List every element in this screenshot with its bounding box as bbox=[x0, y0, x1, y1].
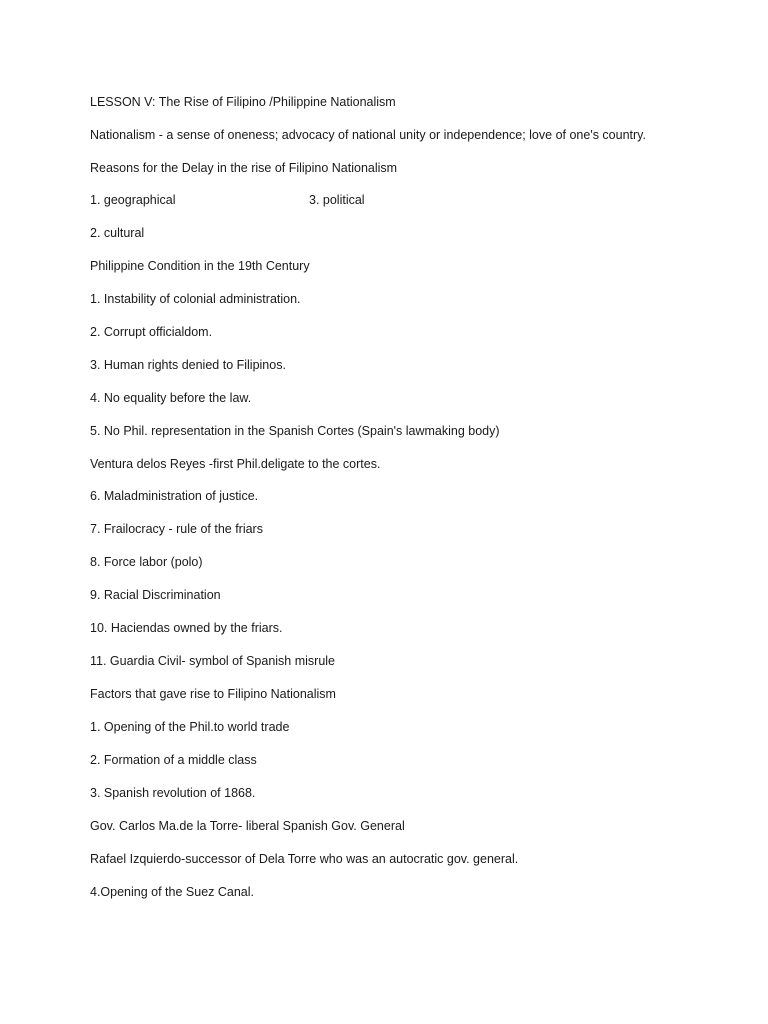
condition-heading: Philippine Condition in the 19th Century bbox=[90, 259, 310, 273]
lesson-title: LESSON V: The Rise of Filipino /Philippine Nationalism bbox=[90, 95, 396, 109]
condition-item: 11. Guardia Civil- symbol of Spanish misrule bbox=[90, 654, 336, 668]
factors-heading: Factors that gave rise to Filipino Nationalism bbox=[90, 687, 336, 701]
factor-note: Rafael Izquierdo-successor of Dela Torre who was an autocratic gov. general. bbox=[90, 852, 519, 866]
factor-note: Gov. Carlos Ma.de la Torre- liberal Spanish Gov. General bbox=[90, 819, 405, 833]
factor-item: 3. Spanish revolution of 1868. bbox=[90, 786, 256, 800]
delay-row-1 bbox=[90, 192, 390, 208]
condition-item: 10. Haciendas owned by the friars. bbox=[90, 621, 283, 635]
condition-item: 5. No Phil. representation in the Spanish Cortes (Spain's lawmaking body) bbox=[90, 424, 500, 438]
delay-item-3: 3. political bbox=[309, 193, 365, 207]
condition-item: 4. No equality before the law. bbox=[90, 391, 252, 405]
condition-item: 6. Maladministration of justice. bbox=[90, 489, 259, 503]
condition-item: 1. Instability of colonial administration. bbox=[90, 292, 301, 306]
delay-item-1: 1. geographical bbox=[90, 193, 176, 207]
condition-note: Ventura delos Reyes -first Phil.deligate to the cortes. bbox=[90, 457, 381, 471]
factor-item: 4.Opening of the Suez Canal. bbox=[90, 885, 255, 899]
condition-item: 9. Racial Discrimination bbox=[90, 588, 221, 602]
condition-item: 7. Frailocracy - rule of the friars bbox=[90, 522, 263, 536]
factor-item: 1. Opening of the Phil.to world trade bbox=[90, 720, 290, 734]
condition-item: 8. Force labor (polo) bbox=[90, 555, 203, 569]
delay-item-2: 2. cultural bbox=[90, 226, 145, 240]
condition-item: 3. Human rights denied to Filipinos. bbox=[90, 358, 286, 372]
factor-item: 2. Formation of a middle class bbox=[90, 753, 257, 767]
condition-item: 2. Corrupt officialdom. bbox=[90, 325, 213, 339]
nationalism-definition: Nationalism - a sense of oneness; advocacy of national unity or independence; love of one's country. bbox=[90, 128, 646, 142]
delay-heading: Reasons for the Delay in the rise of Filipino Nationalism bbox=[90, 161, 398, 175]
